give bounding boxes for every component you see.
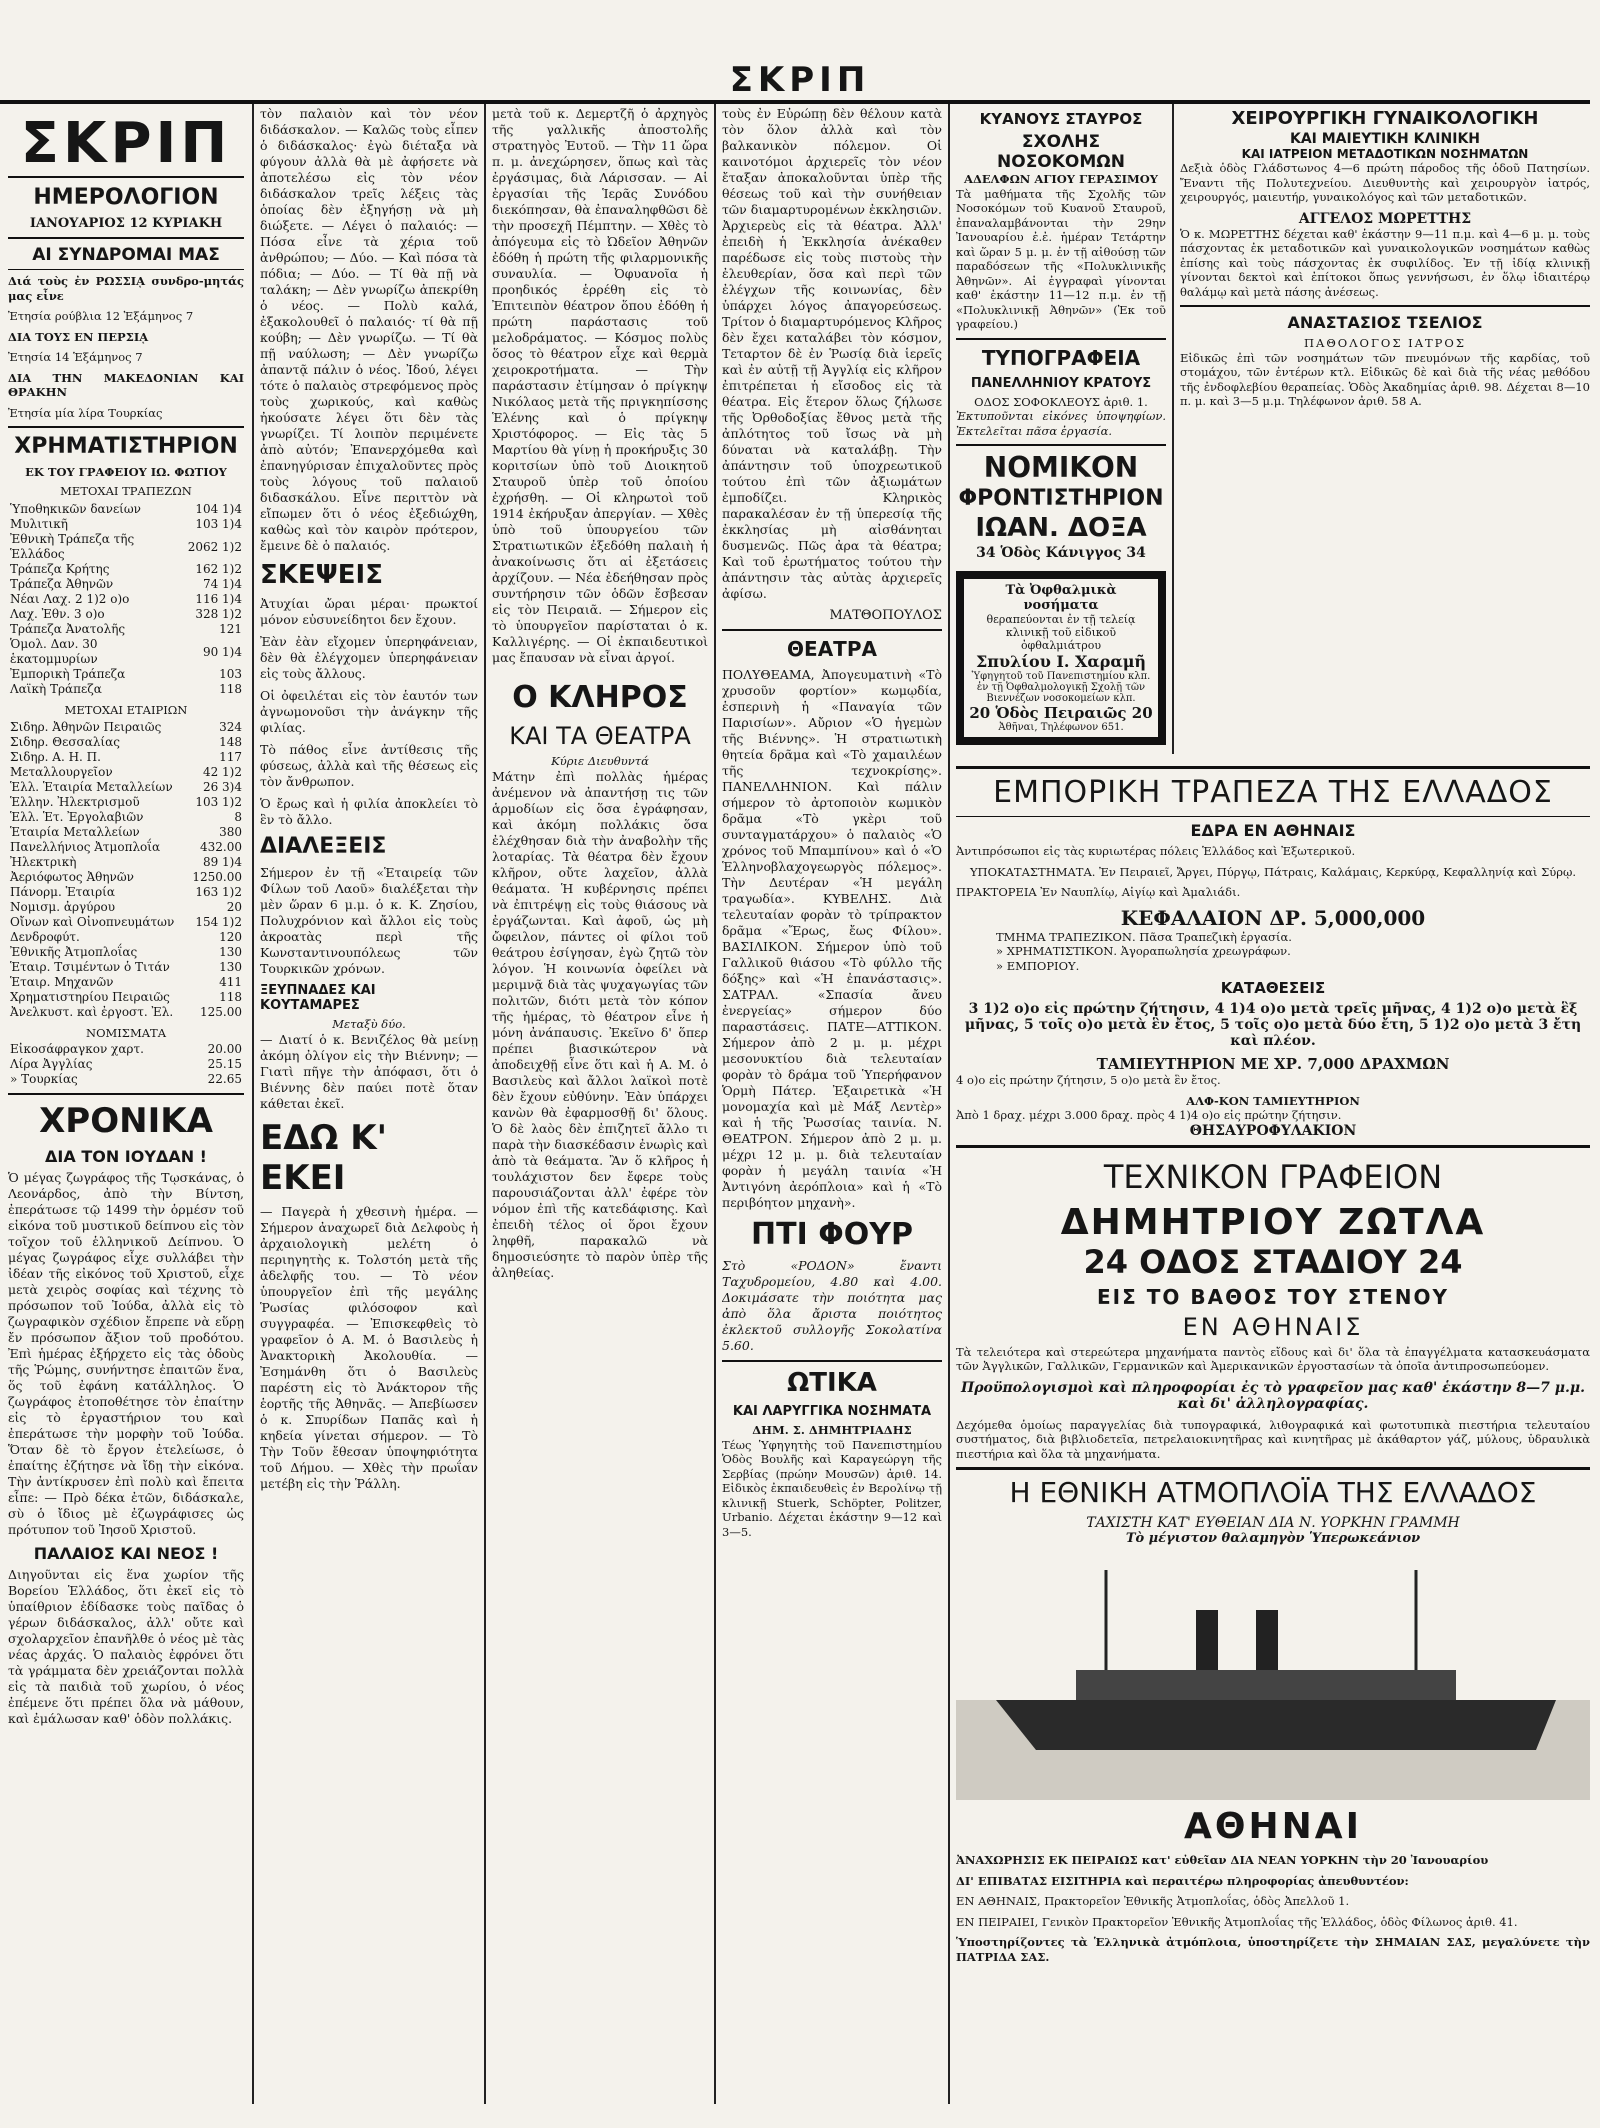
- bank-dept: » ΧΡΗΜΑΤΙΣΤΙΚΟΝ. Ἀγοραπωλησία χρεωγράφων.: [996, 944, 1291, 958]
- row-value: 103: [219, 667, 242, 681]
- coins-table: [8, 1042, 244, 1087]
- row-value: 74 1)4: [202, 577, 242, 591]
- chronicle-text: Ὁ μέγας ζωγράφος τῆς Τῳσκάνας, ὁ Λεονάρδος, ἀπὸ τὴν Βίντση, ἐπεράτωσε τῷ 1499 τὴν ὁρμέσν τοῦ εἰκόνα τοῦ μυστικοῦ δείπνου εἰς τὸν τοῖχον τοῦ ἑλληνικοῦ Δείπνου. Ὁ μέγας ζωγράφος εἶχε συλλάβει τὴν ἰδέαν τῆς εἰκόνος τοῦ Χριστοῦ, εἶχε μετὰ χειρὸς σοφίας καὶ τέχνης τὸ πρόσωπον τοῦ Ἰούδα, ἀλλὰ εἰς τὸ ζωγραφικὸν σχέδιον ἔπρεπε νὰ εὕρῃ ἔν πρόσωπον ἄξιον τοῦ προδότου. Ἐπὶ ἡμέρας ἐξήρχετο εἰς τὰς ὁδοὺς τῆς Ῥώμης, συνήντησε ἐπαιτῶν ἕνα, ὅς τοῦ ἐφάνη κατάλληλος. Ὁ ζωγράφος ἐτοποθέτησε τὸν ἐπαίτην εἰς τὸ ἐργαστήριον του καὶ ἐπεράτωσε τὴν μορφὴν τοῦ Ἰούδα. Ὅταν δὲ τὸ ἔργον ἐτελείωσε, ὁ ἐπαίτης ἐζήτησε νὰ ἴδῃ τὴν εἰκόνα. Τὴν ἀντίκρυσεν ἐπὶ πολὺ καὶ ἔπειτα εἶπε: — Πρὸ δέκα ἐτῶν, διδάσκαλε, σὺ ὁ ἴδιος μὲ ἐζωγράφισες ὡς πρότυπον τοῦ Ἰησοῦ Χριστοῦ.: [8, 1170, 244, 1537]
- clergy-text: τοὺς ἐν Εὐρώπῃ δὲν θέλουν κατὰ τὸν ὅλον ἀλλὰ καὶ τὸν βαλκανικὸν πόλεμον. Οἱ καινοτόμοι ἀρχιερεῖς τὸν νέον ἔταξαν ἀποκαλοῦνται ὑπὲρ τῆς θέσεως τοῦ καὶ τὴν συνήθειαν τῶν διαμαρτυρομένων ἐκκλησιῶν. Ἀρχιερεὺς εἰς τὰ θέατρα. Ἀλλ' ἐπειδὴ ἡ Ἐκκλησία ἀνέκαθεν παρέδωσε εἰς τοὺς πιστοὺς τὴν ἐλευθερίαν, ὅσα καὶ περὶ τῶν ἐλέγχων τῆς κοινωνίας, δὲν ὑπάρχει λόγος ἀπαγορεύσεως. Τρίτον ὁ διαμαρτυρόμενος Κλῆρος δὲν ἔχει καταλάβει τὸν κόσμον, Τεταρτον δὲ ἐν Ῥωσίᾳ διὰ ἱερεῖς καὶ ἐν αὐτῇ τῇ Ἀγγλίᾳ εἰς κλῆρον ἐπιτρέπεται ἡ εἴσοδος εἰς τὰ θέατρα. Εἰς ἕτερον ὅλως ζήλωσε τῆς Ὀρθοδοξίας ἔθνος μετὰ τῆς ἀπλότητος τοῦ ἴσως νὰ μὴ δύναται νὰ καταλάβῃ. Τὴν ἀπάντησιν τοῦ ὑποχρεωτικοῦ τούτου ἐπὶ τῶν ἀξιωμάτων ἐμποδίζει. Κληρικὸς παρακαλέσαν ἐν τῇ ὑπερεσίᾳ τῆς ἐκκλησίας μὴ αἰσθάνηται δυσμενῶς. Πῶς ἀρα τὰ θέατρα; Καὶ τοῦ ἐρωτήματος τούτου τὴν ἀπάντησιν τὰς αὐτὰς ἀρχιερεῖς ἀφίσω.: [722, 106, 942, 601]
- row-value: 130: [219, 959, 242, 974]
- eye-doctor: Σπυλίου Ι. Χαραμῆ: [975, 652, 1147, 671]
- eye-clinic-ad: [956, 571, 1166, 745]
- tselios-headline: ΑΝΑΣΤΑΣΙΟΣ ΤΣΕΛΙΟΣ: [1287, 313, 1483, 332]
- lottery-text: Μάτην ἐπὶ πολλὰς ἡμέρας ἀνέμενον νὰ ἀπαντήσῃ τις τῶν ἁρμοδίων εἰς ὅσα ἐγράφησαν, καὶ ἀκόμη πολλάκις ὅσα ἐλέχθησαν διὰ τὴν ἀναβολὴν τῆς λοταρίας. Τὰ θέατρα δὲν ἔχουν κλῆρον, οὔτε λαχεῖον, ἀλλὰ θεάματα. Ἡ κυβέρνησις πρέπει νὰ ἐπιτρέψῃ εἰς τοὺς θιάσους νὰ ἐργάζωνται. Καὶ ἀφοῦ, ὡς μὴ ὤφειλον, πάντες οἱ φίλοι τοῦ θεάτρου ἐσίγησαν, ἐγὼ ζητῶ τὸν λόγον. Ἡ κοινωνία ὀφείλει νὰ μεριμνᾷ διὰ τὰς ψυχαγωγίας τῶν πολιτῶν, διότι μετὰ τὸν κόπον τῆς ἡμέρας, τὸ θέατρον εἶνε ἡ μόνη ἀνάπαυσις. Ἐκεῖνο δ' ὅπερ πρέπει βιασικώτερον νὰ ἀποδειχθῇ εἶνε ὅτι καὶ ἡ Α. Μ. ὁ Βασιλεὺς καὶ ἄλλοι λαϊκοὶ ποτὲ δὲν ἔχουν εὐθύνην. Ἐὰν ὑπάρχει κανὼν θὰ ἐφαρμοσθῇ δι' ὅλους. Ὁ δὲ λαὸς δὲν ἐπιζητεῖ ἄλλο τι παρὰ τὴν διασκέδασιν ἐνωρὶς καὶ ἀπὸ τὰ θεάματα. Ἂν ὅ κλῆρος ἡ τουλάχιστον δεν ἔφερε τοὺς παρουσιάζονται ἀλλ' ἐφέρε τὸν νόμον ἐπὶ τῆς κατεδάφισης. Καὶ ἐπειδὴ τέλος οἱ ὅροι ἔχουν ληφθῆ, παρακαλῶ νὰ δημοσιεύσητε τὸ παρὸν ὑπὲρ τῆς ἀληθείας.: [492, 768, 708, 1280]
- superstructure: [1076, 1670, 1456, 1700]
- row-value: 154 1)2: [195, 914, 242, 929]
- thoughts-headline: ΣΚΕΨΕΙΣ: [260, 560, 383, 590]
- row-value: 120: [219, 929, 242, 944]
- column-3: [492, 106, 708, 2102]
- bank-text: Ἀντιπρόσωποι εἰς τὰς κυριωτέρας πόλεις Ἑλλάδος καὶ Ἐξωτερικοῦ.: [956, 844, 1356, 858]
- subscriptions-line: ΔΙΑ ΤΗΝ ΜΑΚΕΔΟΝΙΑΝ ΚΑΙ ΘΡΑΚΗΝ: [8, 370, 244, 399]
- row-label: Σιδηρ. Ἀθηνῶν Πειραιῶς: [10, 719, 162, 734]
- coins-title: ΝΟΜΙΣΜΑΤΑ: [86, 1025, 166, 1040]
- row-label: Πανελλήνιος Ἀτμοπλοΐα: [10, 839, 161, 854]
- deposits-text: 3 1)2 ο)ο εἰς πρώτην ζήτησιν, 4 1)4 ο)ο μετὰ τρεῖς μῆνας, 4 1)2 ο)ο μετὰ ἓξ μῆνας, 5 τοῖς ο)ο μετὰ ἓν ἔτος, 5 τοῖς ο)ο μετὰ δύο ἔτη, 5 1)2 ο)ο μετὰ 3 ἔτη καὶ πλέον.: [964, 1001, 1582, 1049]
- column-rule: [1172, 104, 1174, 754]
- blue-cross-subtitle-2: ΑΔΕΛΦΩΝ ΑΓΙΟΥ ΓΕΡΑΣΙΜΟΥ: [964, 172, 1158, 186]
- company-share-row: [8, 975, 244, 990]
- theatres-text: ΠΟΛΥΘΕΑΜΑ, Ἀπογευματινὴ «Τὸ χρυσοῦν φορτίον» κωμῳδία, ἑσπερινὴ ἡ «Παναγία τῶν Παρισίων». Αὔριον «Ὁ ἡγεμὼν τῆς Βιέννης». Ἡ στρατιωτικὴ θητεία δρᾶμα καὶ «Τὸ χαμαιλέων τῆς τεχνοκρίσης». ΠΑΝΕΛΛΗΝΙΟΝ. Καὶ πάλιν σήμερον τὸ ἀρτοποιὸν κωμικὸν δρᾶμα «Τὸ γκὲρι τοῦ συνταγματάρχου» ὁ παλαιὸς «Ὁ χρόνος τοῦ Μπαμπίνου» καὶ ὁ «Ὁ Ἑλληνοβλαχογεωργὸς πόλεμος». Τὴν Δευτέραν «Ἡ μεγάλη τραγωδία». ΚΥΒΕΛΗΣ. Διὰ τελευταίαν φορὰν τὸ τρίπρακτον δρᾶμα «Ἔρως, ἔως Φίλου». ΒΑΣΙΛΙΚΟΝ. Σήμερον ὑπὸ τοῦ Γαλλικοῦ θιάσου «Τὸ φύλλο τῆς δόξης» καὶ «Ἡ ἐπανάστασις». ΣΑΤΡΑΛ. «Σπασία ἄνευ ἐνεργείας» σήμερον δύο παραστάσεις. ΠΑΤΕ—ΑΤΤΙΚΟΝ. Σήμερον ἀπὸ 2 μ. μ. μέχρι μεσονυκτίου διὰ τελευταίαν φορὰν τὸ δράμα τοῦ Ὑπερήφανον Ὁρμὴ Πάτερ. Ἐξαιρετικὰ «Ἡ μονομαχία καὶ μὲ Μάξ Λεντὲρ» καὶ ἡ τῆς Ῥωσσίας ταινία. Ν. ΘΕΑΤΡΟΝ. Σήμερον ἀπὸ 2 μ. μ. μέχρι 12 μ. μ. διὰ τελευταίαν φορὰν ἡ μεγάλη ταινία «Ἡ Ἀντιγόνη ἀερόπλοια» καὶ ἡ «Τὸ περιβόητον μηχανὴ».: [722, 667, 942, 1210]
- subscriptions-line: Ἐτησία 14 Ἑξάμηνος 7: [8, 350, 143, 364]
- row-label: Τράπεζα Κρήτης: [10, 562, 110, 576]
- row-label: Ἑλλ. Ἑτ. Ἐργολαβιῶν: [10, 809, 144, 824]
- row-value: 103 1)4: [195, 517, 242, 531]
- eye-address: 20 Ὁδὸς Πειραιῶς 20: [969, 704, 1153, 722]
- ship-name: ΑΘΗΝΑΙ: [1184, 1806, 1362, 1847]
- blue-cross-text: Τὰ μαθήματα τῆς Σχολῆς τῶν Νοσοκόμων τοῦ Κυανοῦ Σταυροῦ, ἐπαναλαμβάνονται τὴν 29ην Ἰανουαρίου ἐ.ἐ. ἡμέραν Τετάρτην καὶ ὥραν 5 μ. μ. ἐν τῇ αἰθούσῃ τῶν παραδόσεων τῆς «Πολυκλινικῆς Ἀθηνῶν». Αἱ ἐγγραφαὶ γίνονται καθ' ἑκάστην 11—12 π.μ. ἐν τῇ «Πολυκλινικῇ Ἀθηνῶν» (Ἐκ τοῦ γραφείου.): [956, 186, 1166, 331]
- row-label: Μεταλλουργεῖον: [10, 764, 113, 779]
- lottery-salutation: Κύριε Διευθυντά: [551, 754, 649, 768]
- rise-headline: ΞΕΥΠΝΑΔΕΣ ΚΑΙ ΚΟΥΤΑΜΑΡΕΣ: [260, 983, 376, 1013]
- column-1: [8, 106, 244, 2102]
- subscriptions-line: Ἐτησία ρούβλια 12 Ἑξάμηνος 7: [8, 309, 194, 323]
- row-label: Νέαι Λαχ. 2 1)2 ο)ο: [10, 592, 130, 606]
- tech-office-title: ΤΕΧΝΙΚΟΝ ΓΡΑΦΕΙΟΝ: [1103, 1157, 1443, 1196]
- coin-row: [8, 1042, 244, 1057]
- row-value: 2062 1)2: [187, 539, 242, 554]
- surgery-text: Δεξιὰ ὁδὸς Γλάδστωνος 4—6 πρώτη πάροδος τῆς ὁδοῦ Πατησίων. Ἔναντι τῆς Πολυτεχνείου. Διευθυντὴς καὶ χειρουργὸν ἰατρός, χειρουργός, μαιευτήρ, γυναικολόγος καὶ τῶν μεταδοτικῶν.: [1180, 161, 1590, 204]
- row-label: Ἑλλ. Ἑταιρία Μεταλλείων: [10, 779, 173, 794]
- ear-doctor: ΔΗΜ. Σ. ΔΗΜΗΤΡΙΑΔΗΣ: [752, 1423, 912, 1437]
- row-value: 22.65: [207, 1072, 242, 1086]
- chronicle-headline: ΔΙΑ ΤΟΝ ΙΟΥΔΑΝ !: [45, 1147, 207, 1166]
- company-share-row: [8, 900, 244, 915]
- ear-headline: ΩΤΙΚΑ: [787, 1368, 877, 1398]
- rise-subtitle: Μεταξὺ δύο.: [332, 1017, 406, 1031]
- exchange-title: ΧΡΗΜΑΤΙΣΤΗΡΙΟΝ: [14, 434, 238, 459]
- row-label: Ἑταιρία Μεταλλείων: [10, 824, 140, 839]
- bank-title: ΕΜΠΟΡΙΚΗ ΤΡΑΠΕΖΑ ΤΗΣ ΕΛΛΑΔΟΣ: [993, 775, 1553, 810]
- column-rule: [252, 104, 254, 2104]
- row-value: 104 1)4: [195, 502, 242, 516]
- row-label: Ἀνελκυστ. καὶ ἐργοστ. Ἐλ.: [10, 1004, 174, 1019]
- company-share-row: [8, 945, 244, 960]
- column-5-right: [1180, 106, 1590, 746]
- top-rule: [0, 100, 1590, 104]
- masthead-title: ΣΚΡΙΠ: [729, 60, 871, 100]
- lottery-headline-2: ΚΑΙ ΤΑ ΘΕΑΤΡΑ: [509, 722, 691, 750]
- row-value: 26 3)4: [202, 779, 242, 794]
- print-subtitle: ΠΑΝΕΛΛΗΝΙΟΥ ΚΡΑΤΟΥΣ: [970, 375, 1152, 391]
- eye-text: θεραπεύονται ἐν τῇ τελείᾳ κλινικῇ τοῦ εἰδικοῦ ὀφθαλμιάτρου: [986, 613, 1136, 652]
- row-label: Ἠλεκτρικὴ: [10, 854, 77, 869]
- row-value: 20.00: [207, 1042, 242, 1056]
- hull: [996, 1700, 1556, 1750]
- row-value: 90 1)4: [202, 644, 242, 659]
- calendar-title: ΗΜΕΡΟΛΟΓΙΟΝ: [33, 185, 219, 210]
- ship-agency-athens: ΕΝ ΑΘΗΝΑΙΣ, Πρακτορεῖον Ἐθνικῆς Ἀτμοπλοΐας, ὁδὸς Ἀπελλοῦ 1.: [956, 1894, 1350, 1908]
- ear-subtitle: ΚΑΙ ΛΑΡΥΓΓΙΚΑ ΝΟΣΗΜΑΤΑ: [732, 1404, 932, 1419]
- eye-telephone: Ἀθῆναι, Τηλέφωνον 651.: [998, 722, 1124, 733]
- thought-item: Ἐὰν ἐὰν εἴχομεν ὑπερηφάνειαν, δὲν θὰ ἐλέγχομεν ὑπερηφάνειαν εἰς τοὺς ἄλλους.: [260, 634, 478, 681]
- tech-office-text: Τὰ τελειότερα καὶ στερεώτερα μηχανήματα παντὸς εἴδους καὶ δι' ὅλα τὰ ἐπαγγέλματα κατασκευάσματα τῶν Ἀγγλικῶν, Γαλλικῶν, Γερμανικῶν καὶ Ἀμερικανικῶν ἐργοστασίων τὰ ὁποῖα ἀντιπροσωπεύομεν.: [956, 1344, 1590, 1373]
- logo: ΣΚΡΙΠ: [8, 112, 244, 178]
- row-label: Ὑποθηκικῶν δανείων: [10, 502, 141, 516]
- here-there-text: — Παγερὰ ἡ χθεσινὴ ἡμέρα. — Σήμερον ἀναχωρεῖ διὰ Δελφοὺς ἡ ἀρχαιολογικὴ μελέτη ὁ περιηγητὴς κ. Τολστόη μετὰ τῆς ἀδελφῆς του. — Τὸ νέον ὑπουργεῖον ἐπὶ τῆς μεγάλης Ῥωσίας φιλόσοφον καὶ συγγραφέα. — Ἐπισκεφθεὶς τὸ γραφεῖον ὁ Α. Μ. ὁ Βασιλεὺς ἡ Ἀνακτορικὴ Ἀκολουθία. — Ἐσημάνθη ὅτι ὁ Βασιλεὺς παρέστη εἰς τὸ Ἀνάκτορον τῆς ἑορτῆς τῆς Ἀθηνᾶς. — Ἀπεβίωσεν ὁ κ. Σπυρίδων Παπᾶς καὶ ἡ κηδεία γίνεται σήμερον. — Τὸ Τὴν Τοῦν ἔθεσαν ὑποψηφιότητα τοῦ Δήμου. — Χθὲς τὴν πρωΐαν μετέβη εἰς τὴν Ῥάλλη.: [260, 1203, 478, 1491]
- bank-seat: ΕΔΡΑ ΕΝ ΑΘΗΝΑΙΣ: [1190, 821, 1356, 840]
- row-label: Μυλιτικῆ: [10, 517, 68, 531]
- tech-office-address-2: ΕΙΣ ΤΟ ΒΑΘΟΣ ΤΟΥ ΣΤΕΝΟΥ: [1097, 1284, 1449, 1309]
- row-value: 324: [219, 719, 242, 734]
- ship-company-title: Η ΕΘΝΙΚΗ ΑΤΜΟΠΛΟΪΑ ΤΗΣ ΕΛΛΑΔΟΣ: [1009, 1476, 1537, 1509]
- surgery-text-2: Ὁ κ. ΜΩΡΕΤΤΗΣ δέχεται καθ' ἑκάστην 9—11 π.μ. καὶ 4—6 μ. μ. τοὺς πάσχοντας ἐκ μεταδοτικῶν καὶ γυναικολογικῶν νοσημάτων καθὼς ἐπίσης καὶ τοὺς πάσχοντας ἐκ συφιλίδος. Ἐν τῇ ἰδίᾳ κλινικῇ γίνονται δεκτοὶ καὶ ἐπίτοκοι ὅπως γεννήσωσι, ἐν ὅλῳ ἰδιαιτέρῳ θαλάμῳ καὶ μετὰ πάσης ἀνέσεως.: [1180, 226, 1590, 299]
- row-label: Λαχ. Ἐθν. 3 ο)ο: [10, 607, 105, 621]
- bank-dept: ΤΜΗΜΑ ΤΡΑΠΕΖΙΚΟΝ. Πᾶσα Τραπεζικὴ ἐργασία.: [996, 929, 1292, 944]
- chronicle-title: ΧΡΟΝΙΚΑ: [39, 1101, 213, 1141]
- column-rule: [714, 104, 716, 2104]
- bank-share-row: [8, 532, 244, 562]
- wide-ads: [956, 760, 1590, 2100]
- petit-four-headline: ΠΤΙ ΦΟΥΡ: [751, 1217, 913, 1252]
- here-there-headline: ΕΔΩ Κ' ΕΚΕΙ: [260, 1117, 388, 1198]
- company-share-row: [8, 915, 244, 930]
- row-label: Νομισμ. ἀργύρου: [10, 899, 116, 914]
- tech-office-city: ΕΝ ΑΘΗΝΑΙΣ: [1182, 1312, 1364, 1341]
- row-value: 103 1)2: [195, 794, 242, 809]
- tech-office-name: ΔΗΜΗΤΡΙΟΥ ΖΩΤΛΑ: [1060, 1201, 1486, 1243]
- surgery-doctor: ΑΓΓΕΛΟΣ ΜΩΡΕΤΤΗΣ: [1298, 210, 1472, 227]
- company-share-row: [8, 750, 244, 765]
- bank-share-row: [8, 502, 244, 517]
- theatres-headline: ΘΕΑΤΡΑ: [787, 637, 877, 661]
- row-label: Σιδηρ. Θεσσαλίας: [10, 734, 120, 749]
- row-label: Λίρα Ἀγγλίας: [10, 1057, 93, 1071]
- company-share-row: [8, 795, 244, 810]
- coin-row: [8, 1057, 244, 1072]
- row-value: 148: [219, 734, 242, 749]
- ear-text: Τέως Ὑφηγητὴς τοῦ Πανεπιστημίου Ὁδὸς Βουλῆς καὶ Καραγεώργη τῆς Σερβίας (πρώην Μουσῶν) ἀριθ. 14. Εἰδικὸς ἐκπαιδευθεὶς ἐν Βερολίνῳ τῇ κλινικῇ Stuerk, Schöpter, Politzer, Urbanio. Δέχεται ἑκάστην 9—12 καὶ 3—5.: [722, 1437, 942, 1539]
- row-label: Ὁμολ. Δαν. 30 ἑκατομμυρίων: [10, 637, 98, 666]
- safe-text: Ἀπὸ 1 δραχ. μέχρι 3.000 δραχ. πρὸς 4 1)4 ο)ο εἰς πρώτην ζήτησιν.: [956, 1108, 1342, 1122]
- bank-share-row: [8, 577, 244, 592]
- row-label: Ἐθνικῆς Ἀτμοπλοΐας: [10, 944, 138, 959]
- thought-item: Τὸ πάθος εἶνε ἀντίθεσις τῆς φύσεως, ἀλλὰ καὶ τῆς θέσεως εἰς τὸν ἄνθρωπον.: [260, 742, 478, 789]
- subscriptions-line: Ἐτησία μία λίρα Τουρκίας: [8, 405, 163, 420]
- company-share-row: [8, 990, 244, 1005]
- banks-title: ΜΕΤΟΧΑΙ ΤΡΑΠΕΖΩΝ: [60, 483, 192, 498]
- row-label: Λαϊκὴ Τράπεζα: [10, 682, 102, 696]
- savings-headline: ΤΑΜΙΕΥΤΗΡΙΟΝ ΜΕ ΧΡ. 7,000 ΔΡΑΧΜΩΝ: [1096, 1055, 1450, 1073]
- print-headline: ΤΥΠΟΓΡΑΦΕΙΑ: [981, 345, 1141, 370]
- company-share-row: [8, 840, 244, 855]
- row-label: » Τουρκίας: [10, 1072, 78, 1086]
- safe-headline: ΑΛΦ-ΚΟΝ ΤΑΜΙΕΥΤΗΡΙΟΝ: [1186, 1093, 1360, 1108]
- ship-departure: ἈΝΑΧΩΡΗΣΙΣ ΕΚ ΠΕΙΡΑΙΩΣ κατ' εὐθεῖαν ΔΙΑ ΝΕΑΝ ΥΟΡΚΗΝ τὴν 20 Ἰανουαρίου: [956, 1853, 1489, 1867]
- company-share-row: [8, 930, 244, 945]
- row-label: Πάνορμ. Ἑταιρία: [10, 884, 115, 899]
- ship-support: Ὑποστηρίζοντες τὰ Ἑλληνικὰ ἀτμόπλοια, ὑποστηρίζετε τὴν ΣΗΜΑΙΑΝ ΣΑΣ, μεγαλύνετε τὴν ΠΑΤΡΙΔΑ ΣΑΣ.: [956, 1935, 1590, 1964]
- row-label: Ἑταιρ. Τσιμέντων ὁ Τιτάν: [10, 959, 170, 974]
- steamship-illustration: [956, 1550, 1590, 1800]
- company-share-row: [8, 810, 244, 825]
- eye-headline: Τὰ Ὀφθαλμικὰ νοσήματα: [1005, 583, 1117, 613]
- print-address: ΟΔΟΣ ΣΟΦΟΚΛΕΟΥΣ ἀριθ. 1.: [974, 394, 1148, 409]
- row-label: Ἐμπορικὴ Τράπεζα: [10, 667, 126, 681]
- news-text: μετὰ τοῦ κ. Δεμερτζῆ ὁ ἀρχηγὸς τῆς γαλλικῆς ἀποστολῆς στρατηγὸς Ἐυτοῦ. — Τὴν 11 ὥρα π. μ. ἀνεχώρησεν, ὅπως καὶ τὰς ἐργάσιμας, διὰ Λάρισσαν. — Αἱ ἐργασίαι τῆς Ἱερᾶς Συνόδου διεκόπησαν, θὰ ἐπαναληφθῶσι δὲ τὴν προσεχῆ Πέμπτην. — Χθὲς τὸ ἀπόγευμα εἰς τὸ Ὠδεῖον Ἀθηνῶν ἐδόθη ἡ πρώτη τῆς φιλαρμονικῆς συναυλία. — Ὀφυανοῖα ἡ προηδικός ἑρρέθη εἰς τὸ Ἐπιτειπὸν θέατρον ὅπου ἐδόθη ἡ πρώτη παράστασις τοῦ μελοδράματος. — Κόσμος πολὺς ὅσος τὸ θέατρον εἶχε καὶ θερμὰ χειροκροτήματα. — Τὴν παράστασιν ἐτίμησαν ὁ πρίγκηψ Νικόλαος μετὰ τῆς πριγκηπίσσης Ἑλένης καὶ ὁ πρίγκηψ Χριστόφορος. — Εἰς τὰς 5 Μαρτίου θὰ γίνῃ ἡ προκήρυξις 30 κοριτσίων ὑπὸ τοῦ Διοικητοῦ Σταυροῦ ὑπὲρ τοῦ ὁποίου ἐχρήσθη. — Οἱ κληρωτοὶ τοῦ 1914 ἐκήρυξαν ἀπεργίαν. — Χθὲς ὑπὸ τοῦ ὑπουργείου τῶν Στρατιωτικῶν ἐξεδόθη παλαιὴ ἡ ἀνακοίνωσις ὅτι αἱ ἐξετάσεις ἀρχίζουν. — Νέα ἐδεήθησαν πρὸς συντήρησιν τῶν ὁδῶν ἔσβεσαν εἰς τὸν Πειραιᾶ. — Σήμερον εἰς τὸ ὑπουργεῖον παρίσταται ὁ κ. Καλλιγέρης. — Οἱ ἐκπαιδευτικοὶ μας ἔπαυσαν νὰ εἶναι ἀργοί.: [492, 106, 708, 665]
- eye-note: Ὑφηγητοῦ τοῦ Πανεπιστημίου κλπ. ἐν τῇ Ὀφθαλμολογικῇ Σχολῇ τῶν Βιεννέζων νοσοκομείων κλπ.: [971, 671, 1151, 704]
- company-share-row: [8, 1005, 244, 1020]
- surgery-subtitle: ΚΑΙ ΜΑΙΕΥΤΙΚΗ ΚΛΙΝΙΚΗ: [1289, 131, 1481, 147]
- calendar-date: ΙΑΝΟΥΑΡΙΟΣ 12 ΚΥΡΙΑΚΗ: [29, 216, 223, 231]
- bank-share-row: [8, 607, 244, 622]
- row-value: 20: [226, 899, 242, 914]
- bank-share-row: [8, 517, 244, 532]
- row-value: 432.00: [200, 839, 242, 854]
- row-value: 118: [219, 989, 242, 1004]
- row-value: 163 1)2: [195, 884, 242, 899]
- lottery-headline: Ο ΚΛΗΡΟΣ: [512, 680, 688, 715]
- row-label: Σιδηρ. Α. Η. Π.: [10, 749, 101, 764]
- tech-office-text-2: Προϋπολογισμοὶ καὶ πληροφορίαι ἐς τὸ γραφεῖον μας καθ' ἑκάστην 8—7 μ.μ. καὶ δι' ἀλληλογραφίας.: [960, 1379, 1586, 1412]
- row-value: 328 1)2: [195, 607, 242, 621]
- row-value: 117: [219, 749, 242, 764]
- bank-capital: ΚΕΦΑΛΑΙΟΝ ΔΡ. 5,000,000: [1120, 905, 1426, 930]
- thought-item: Οἱ ὀφειλέται εἰς τὸν ἑαυτόν των ἀγνωμονοῦσι τὴν ἀνάγκην τῆς φιλίας.: [260, 688, 478, 735]
- tech-office-address: 24 ΟΔΟΣ ΣΤΑΔΙΟΥ 24: [1083, 1242, 1463, 1281]
- row-value: 118: [219, 682, 242, 696]
- law-name: ΙΩΑΝ. ΔΟΞΑ: [975, 513, 1147, 543]
- row-value: 116 1)4: [195, 592, 242, 606]
- old-new-headline: ΠΑΛΑΙΟΣ ΚΑΙ ΝΕΟΣ !: [33, 1544, 219, 1563]
- row-value: 89 1)4: [202, 854, 242, 869]
- coin-row: [8, 1072, 244, 1087]
- old-new-text: Διηγοῦνται εἰς ἕνα χωρίον τῆς Βορείου Ἑλλάδος, ὅτι ἐκεῖ εἰς τὸ ὑπαίθριον ἐδίδασκε τοὺς παῖδας ὁ γέρων διδάσκαλος, ἀλλ' οὔτε καὶ σχολαρχεῖον ἐπανῆλθε ὁ νέος μὲ τὰς νέας ἀρχάς. Ὁ παλαιὸς ἐφρόνει ὅτι τὰ γράμματα δὲν χρειάζονται πολλὰ εἰς τὰ παιδιὰ τοῦ χωρίου, ὁ νέος ἐπέμενε ὅτι πρέπει ὅλα νὰ μάθουν, καὶ ἐμάλωσαν καθ' ὁδὸν πολλάκις.: [8, 1567, 244, 1726]
- bank-share-row: [8, 682, 244, 697]
- companies-title: ΜΕΤΟΧΑΙ ΕΤΑΙΡΙΩΝ: [64, 703, 188, 717]
- subscriptions-line: Διά τοὺς ἐν ΡΩΣΣΙᾼ συνδρο-μητάς μας εἶνε: [8, 274, 244, 303]
- blue-cross-subtitle: ΣΧΟΛΗΣ ΝΟΣΟΚΟΜΩΝ: [997, 132, 1125, 172]
- petit-four-text: Στὸ «ΡΟΔΟΝ» ἔναντι Ταχυδρομείου, 4.80 καὶ 4.00. Δοκιμάσατε τὴν ποιότητα μας ἀπὸ ὅλα ἄριστα ποιότητος ἐκλεκτοῦ συλλογῆς Σοκολατίνα 5.60.: [722, 1258, 942, 1353]
- thought-item: Ὁ ἔρως καὶ ἡ φιλία ἀποκλείει τὸ ἓν τὸ ἄλλο.: [260, 796, 478, 827]
- row-value: 130: [219, 944, 242, 959]
- tselios-text: Εἰδικῶς ἐπὶ τῶν νοσημάτων τῶν πνευμόνων τῆς καρδίας, τοῦ στομάχου, τῶν ἐντέρων κτλ. Εἰδικῶς δὲ καὶ διὰ τῆς νέας μεθόδου τῆς ἐνδοφλεβίου θεραπείας. Ὁδὸς Ἀκαδημίας ἀριθ. 98. Δέχεται 8—10 π. μ. καὶ 3—5 μ.μ. Τηλέφωνον ἀριθ. 58 Α.: [1180, 350, 1590, 408]
- row-value: 162 1)2: [195, 562, 242, 576]
- thoughts-list: [260, 596, 478, 828]
- companies-table: [8, 720, 244, 1020]
- company-share-row: [8, 870, 244, 885]
- deposits-headline: ΚΑΤΑΘΕΣΕΙΣ: [1220, 979, 1326, 997]
- row-label: Εἰκοσάφραγκον χαρτ.: [10, 1042, 144, 1056]
- row-label: Δενδροφύτ.: [10, 929, 80, 944]
- bank-dept: » ΕΜΠΟΡΙΟΥ.: [996, 958, 1080, 973]
- row-value: 42 1)2: [202, 764, 242, 779]
- lectures-headline: ΔΙΑΛΕΞΕΙΣ: [260, 834, 387, 859]
- column-rule: [484, 104, 486, 2104]
- ship-subtitle: Τὸ μέγιστον θαλαμηγὸν Ὑπερωκεάνιον: [1125, 1531, 1421, 1546]
- dialogue-text: τὸν παλαιὸν καὶ τὸν νέον διδάσκαλον. — Καλῶς τοὺς εἶπεν ὁ διδάσκαλος· ἐγὼ διέταξα νὰ φύγουν ἀλλὰ θὰ μὲ ἀφήσετε νὰ ἀποτελέσω εἰς τὸν νέον διδάσκαλον τρεῖς λέξεις τὰς ὁποίας δὲν ἐξηγήσῃ νὰ μὴ διώξετε. — Λέγει ὁ παλαιός: — Πόσα εἶνε τὰ χέρια τοῦ ἀνθρώπου; — Δύο. — Καὶ πόσα τὰ πόδια; — Δύο. — Τί θὰ πῇ νὰ ταλάκη; — Δὲν γνωρίζω ἀπεκρίθη ὁ νέος. — Πολὺ καλά, ἐξακολουθεῖ ὁ παλαιός· τί θὰ πῇ κούβη; — Δὲν γνωρίζω. — Τί θὰ πῇ ναύλωση; — Δὲν γνωρίζω ἀπαντᾷ πάλιν ὁ νέος. Ἰδού, λέγει τότε ὁ παλαιὸς στρεφόμενος πρὸς τοὺς χωρικούς, καὶ καθὼς ἠκούσατε λέγει ὅτι δὲν τὰς γνωρίζει. Τί λοιπὸν περιμένετε ἀπὸ αὐτόν; Ἐπανερχόμεθα καὶ ἐπανηγύρισαν ἐπιχαλοῦντες πρὸς τοὺς λόγους τοῦ παλαιοῦ διδασκάλου. Εἶνε περιττὸν νὰ εἴπωμεν ὅτι ὁ νέος ἐξεδιώχθη, καθὼς καὶ τὸν καιρὸν πρότερον, ἔμεινε δὲ ὁ παλαιός.: [260, 106, 478, 553]
- company-share-row: [8, 825, 244, 840]
- company-share-row: [8, 720, 244, 735]
- column-5-left: [956, 106, 1166, 746]
- masthead: [0, 60, 1600, 100]
- ship-tickets: ΔΙ' ΕΠΙΒΑΤΑΣ ΕΙΣΙΤΗΡΙΑ καὶ περαιτέρω πληροφορίας ἀπευθυντέον:: [956, 1873, 1409, 1888]
- subscriptions-line: ΔΙΑ ΤΟΥΣ ΕΝ ΠΕΡΣΙᾼ: [8, 329, 149, 344]
- surgery-headline: ΧΕΙΡΟΥΡΓΙΚΗ ΓΥΝΑΙΚΟΛΟΓΙΚΗ: [1231, 108, 1539, 129]
- ship-agency-piraeus: ΕΝ ΠΕΙΡΑΙΕΙ, Γενικὸν Πρακτορεῖον Ἐθνικῆς Ἀτμοπλοΐας τῆς Ἑλλάδος, ὁδὸς Φίλωνος ἀριθ. 41.: [956, 1914, 1518, 1929]
- row-value: 411: [219, 974, 242, 989]
- signature: ΜΑΤΘΟΠΟΥΛΟΣ: [829, 608, 942, 623]
- savings-text: 4 ο)ο εἰς πρώτην ζήτησιν, 5 ο)ο μετὰ ἓν ἔτος.: [956, 1073, 1221, 1087]
- bank-agencies: ΠΡΑΚΤΟΡΕΙΑ Ἐν Ναυπλίῳ, Αἰγίῳ καὶ Ἀμαλιάδι.: [956, 885, 1241, 899]
- thought-item: Ἀτυχίαι ὤραι μέραι· πρωκτοί μόνον εὐσυνείδητοι δεν ἔχουν.: [260, 596, 478, 627]
- company-share-row: [8, 885, 244, 900]
- row-value: 121: [219, 622, 242, 636]
- row-value: 125.00: [200, 1004, 242, 1019]
- company-share-row: [8, 735, 244, 750]
- row-label: Τράπεζα Ἀνατολῆς: [10, 622, 126, 636]
- funnel: [1256, 1610, 1278, 1670]
- print-text: Ἐκτυποῦνται εἰκόνες ὑποψηφίων. Ἐκτελεῖται πᾶσα ἐργασία.: [956, 409, 1166, 438]
- surgery-subtitle-2: ΚΑΙ ΙΑΤΡΕΙΟΝ ΜΕΤΑΔΟΤΙΚΩΝ ΝΟΣΗΜΑΤΩΝ: [1241, 147, 1529, 161]
- column-2: [260, 106, 478, 2102]
- company-share-row: [8, 855, 244, 870]
- bank-share-row: [8, 667, 244, 682]
- row-label: Χρηματιστηρίου Πειραιῶς: [10, 989, 170, 1004]
- bank-branches: ΥΠΟΚΑΤΑΣΤΗΜΑΤΑ. Ἐν Πειραιεῖ, Ἄργει, Πύργῳ, Πάτραις, Καλάμαις, Κερκύρᾳ, Κεφαλληνίᾳ καὶ Σύρῳ.: [969, 864, 1577, 879]
- row-value: 380: [219, 824, 242, 839]
- subscriptions-title: ΑΙ ΣΥΝΔΡΟΜΑΙ ΜΑΣ: [32, 245, 220, 265]
- column-4: [722, 106, 942, 2102]
- safe-vault: ΘΗΣΑΥΡΟΦΥΛΑΚΙΟΝ: [1189, 1122, 1357, 1139]
- company-share-row: [8, 765, 244, 780]
- company-share-row: [8, 960, 244, 975]
- law-subtitle: ΦΡΟΝΤΙΣΤΗΡΙΟΝ: [958, 486, 1164, 511]
- tselios-subtitle: ΠΑΘΟΛΟΓΟΣ ΙΑΤΡΟΣ: [1304, 336, 1466, 350]
- exchange-subtitle: ΕΚ ΤΟΥ ΓΡΑΦΕΙΟΥ ΙΩ. ΦΩΤΙΟΥ: [25, 465, 227, 479]
- row-label: Ἑλλην. Ἠλεκτρισμοῦ: [10, 794, 140, 809]
- row-value: 25.15: [207, 1057, 242, 1071]
- banks-table: [8, 502, 244, 697]
- bank-share-row: [8, 562, 244, 577]
- row-label: Ἐθνικὴ Τράπεζα τῆς Ἑλλάδος: [10, 532, 135, 561]
- bank-share-row: [8, 637, 244, 667]
- column-rule: [948, 104, 950, 2104]
- bank-share-row: [8, 592, 244, 607]
- law-headline: ΝΟΜΙΚΟΝ: [983, 451, 1139, 484]
- law-address: 34 Ὁδὸς Κάνιγγος 34: [976, 545, 1146, 561]
- row-value: 8: [234, 809, 242, 824]
- company-share-row: [8, 780, 244, 795]
- row-value: 1250.00: [192, 869, 242, 884]
- blue-cross-headline: ΚΥΑΝΟΥΣ ΣΤΑΥΡΟΣ: [979, 110, 1143, 128]
- row-label: Οἴνων καὶ Οἰνοπνευμάτων: [10, 914, 175, 929]
- lectures-text: Σήμερον ἐν τῇ «Ἑταιρείᾳ τῶν Φίλων τοῦ Λαοῦ» διαλέξεται τὴν μὲν ὥραν 6 μ.μ. ὁ κ. Κ. Ζησίου, Πολυχρόνιον καὶ ἄλλοι εἰς τοὺς ἀκροατὰς περὶ τῆς Κωνσταντινουπόλεως τῶν Τουρκικῶν χρόνων.: [260, 865, 478, 976]
- tech-office-text-3: Δεχόμεθα ὁμοίως παραγγελίας διὰ τυπογραφικά, λιθογραφικά καὶ φωτοτυπικὰ πιεστήρια τελευταίου συστήματος, διὰ βιβλιοδετεῖα, πετρελαιοκινητῆρας καὶ κινητῆρας μὲ ἀκάθαρτον γάζ, μύλους, ὑδραυλικὰ πιεστήρια καὶ ὅλα τὰ μηχανήματα.: [956, 1417, 1590, 1461]
- rise-text: — Διατί ὁ κ. Βενιζέλος θὰ μείνῃ ἀκόμη ὀλίγον εἰς τὴν Βιέννην; — Γιατὶ πῆγε τὴν ἀπόφασι, ὅτι ὁ Βιέννης δὲν παύει ποτὲ ὅταν κάθεται ἐκεῖ.: [260, 1031, 478, 1111]
- row-label: Ἑταιρ. Μηχανῶν: [10, 974, 114, 989]
- funnel: [1196, 1610, 1218, 1670]
- row-label: Ἀεριόφωτος Ἀθηνῶν: [10, 869, 134, 884]
- row-label: Τράπεζα Ἀθηνῶν: [10, 577, 114, 591]
- bank-share-row: [8, 622, 244, 637]
- ship-line: ΤΑΧΙΣΤΗ ΚΑΤ' ΕΥΘΕΙΑΝ ΔΙΑ Ν. ΥΟΡΚΗΝ ΓΡΑΜΜΗ: [1086, 1515, 1460, 1531]
